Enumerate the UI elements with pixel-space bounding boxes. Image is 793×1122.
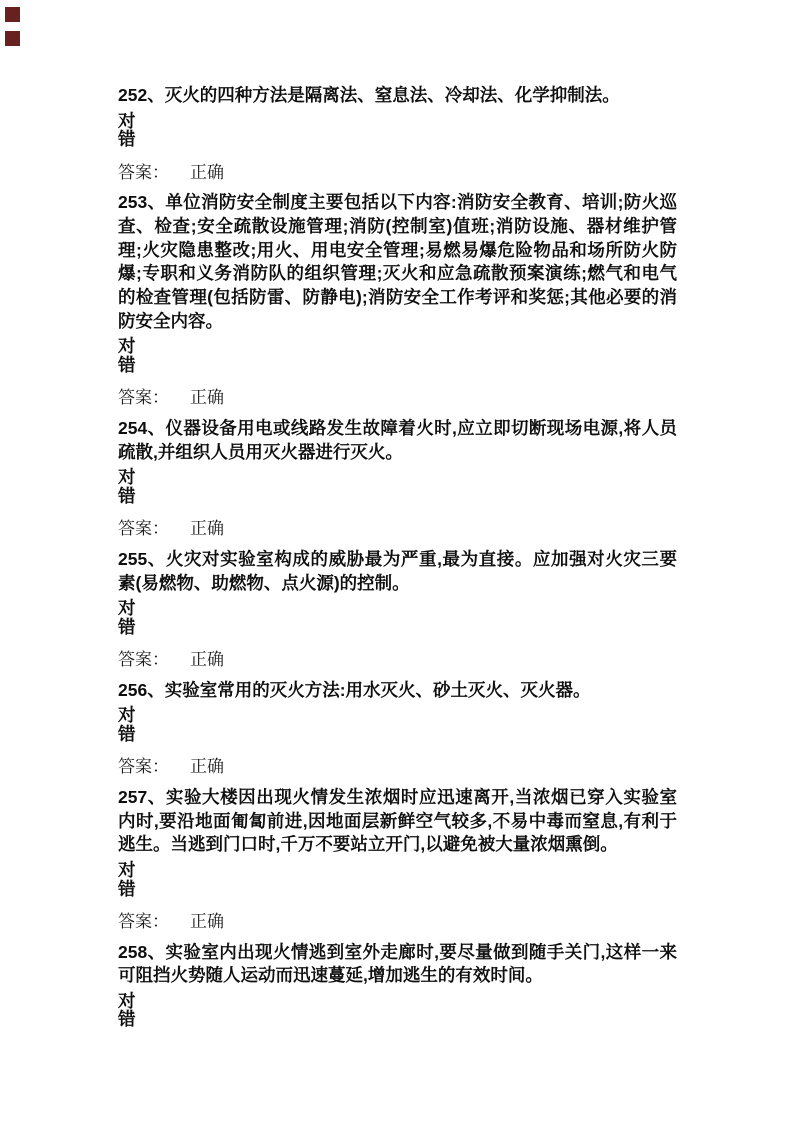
answer-row — [118, 161, 677, 185]
question-block — [118, 548, 677, 672]
red-square-marker — [5, 7, 20, 22]
answer-value: 正确 — [190, 650, 224, 670]
option-true[interactable]: 对 — [118, 990, 136, 1011]
answer-row — [118, 910, 677, 934]
option-false[interactable]: 错 — [118, 878, 136, 899]
option-false[interactable]: 错 — [118, 1009, 136, 1030]
question-number: 255、 — [118, 548, 166, 569]
question-number: 258、 — [118, 941, 166, 962]
question-text — [118, 679, 677, 703]
question-block — [118, 84, 677, 184]
answer-label: 答案： — [118, 388, 169, 408]
question-body: 实验室内出现火情逃到室外走廊时,要尽量做到随手关门,这样一来可阻挡火势随人运动而迅速蔓延,增加逃生的有效时间。 — [118, 941, 677, 986]
question-block — [118, 786, 677, 934]
question-number: 256、 — [118, 679, 165, 700]
question-text — [118, 84, 677, 108]
answer-value: 正确 — [190, 519, 224, 539]
question-block — [118, 191, 677, 410]
question-number: 257、 — [118, 786, 166, 807]
answer-label: 答案： — [118, 912, 169, 932]
answer-value: 正确 — [190, 388, 224, 408]
question-text — [118, 786, 677, 857]
option-false[interactable]: 错 — [118, 485, 136, 506]
option-true[interactable]: 对 — [118, 598, 136, 619]
answer-value: 正确 — [190, 757, 224, 777]
option-true[interactable]: 对 — [118, 110, 136, 131]
question-text — [118, 941, 677, 988]
question-block — [118, 941, 677, 1029]
answer-label: 答案： — [118, 757, 169, 777]
answer-label: 答案： — [118, 519, 169, 539]
question-number: 253、 — [118, 192, 166, 213]
question-number: 252、 — [118, 85, 165, 105]
answer-value: 正确 — [190, 912, 224, 932]
answer-label: 答案： — [118, 650, 169, 670]
question-body: 实验室常用的灭火方法:用水灭火、砂土灭火、灭火器。 — [164, 679, 591, 700]
option-true[interactable]: 对 — [118, 467, 136, 488]
option-false[interactable]: 错 — [118, 354, 136, 375]
corner-markers — [5, 7, 20, 55]
answer-row — [118, 517, 677, 541]
question-number: 254、 — [118, 417, 166, 438]
question-text — [118, 191, 677, 333]
option-false[interactable]: 错 — [118, 723, 136, 744]
question-body: 单位消防安全制度主要包括以下内容:消防安全教育、培训;防火巡查、检查;安全疏散设施管理;消防(控制室)值班;消防设施、器材维护管理;火灾隐患整改;用火、用电安全管理;易燃易爆危险物品和场所防火防爆;专职和义务消防队的组织管理;灭火和应急疏散预案演练;燃气和电气的检查管理(包括防雷、防静电);消防安全工作考评和奖惩;其他必要的消防安全内容。 — [118, 192, 677, 331]
option-false[interactable]: 错 — [118, 616, 136, 637]
question-body: 火灾对实验室构成的威胁最为严重,最为直接。应加强对火灾三要素(易燃物、助燃物、点火源)的控制。 — [118, 548, 677, 593]
option-true[interactable]: 对 — [118, 336, 136, 357]
answer-row — [118, 648, 677, 672]
question-block — [118, 417, 677, 541]
question-body: 实验大楼因出现火情发生浓烟时应迅速离开,当浓烟已穿入实验室内时,要沿地面匍匐前进,因地面层新鲜空气较多,不易中毒而窒息,有利于逃生。当逃到门口时,千万不要站立开门,以避免被大量浓烟熏倒。 — [118, 786, 677, 855]
option-true[interactable]: 对 — [118, 860, 136, 881]
question-body: 仪器设备用电或线路发生故障着火时,应立即切断现场电源,将人员疏散,并组织人员用灭火器进行灭火。 — [118, 417, 677, 462]
answer-label: 答案： — [118, 162, 169, 182]
question-list — [118, 84, 677, 1036]
option-true[interactable]: 对 — [118, 705, 136, 726]
answer-value: 正确 — [190, 162, 224, 182]
question-body: 灭火的四种方法是隔离法、窒息法、冷却法、化学抑制法。 — [164, 85, 620, 105]
question-text — [118, 548, 677, 595]
answer-row — [118, 386, 677, 410]
option-false[interactable]: 错 — [118, 129, 136, 150]
red-square-marker — [5, 31, 20, 46]
question-text — [118, 417, 677, 464]
question-block — [118, 679, 677, 779]
answer-row — [118, 755, 677, 779]
